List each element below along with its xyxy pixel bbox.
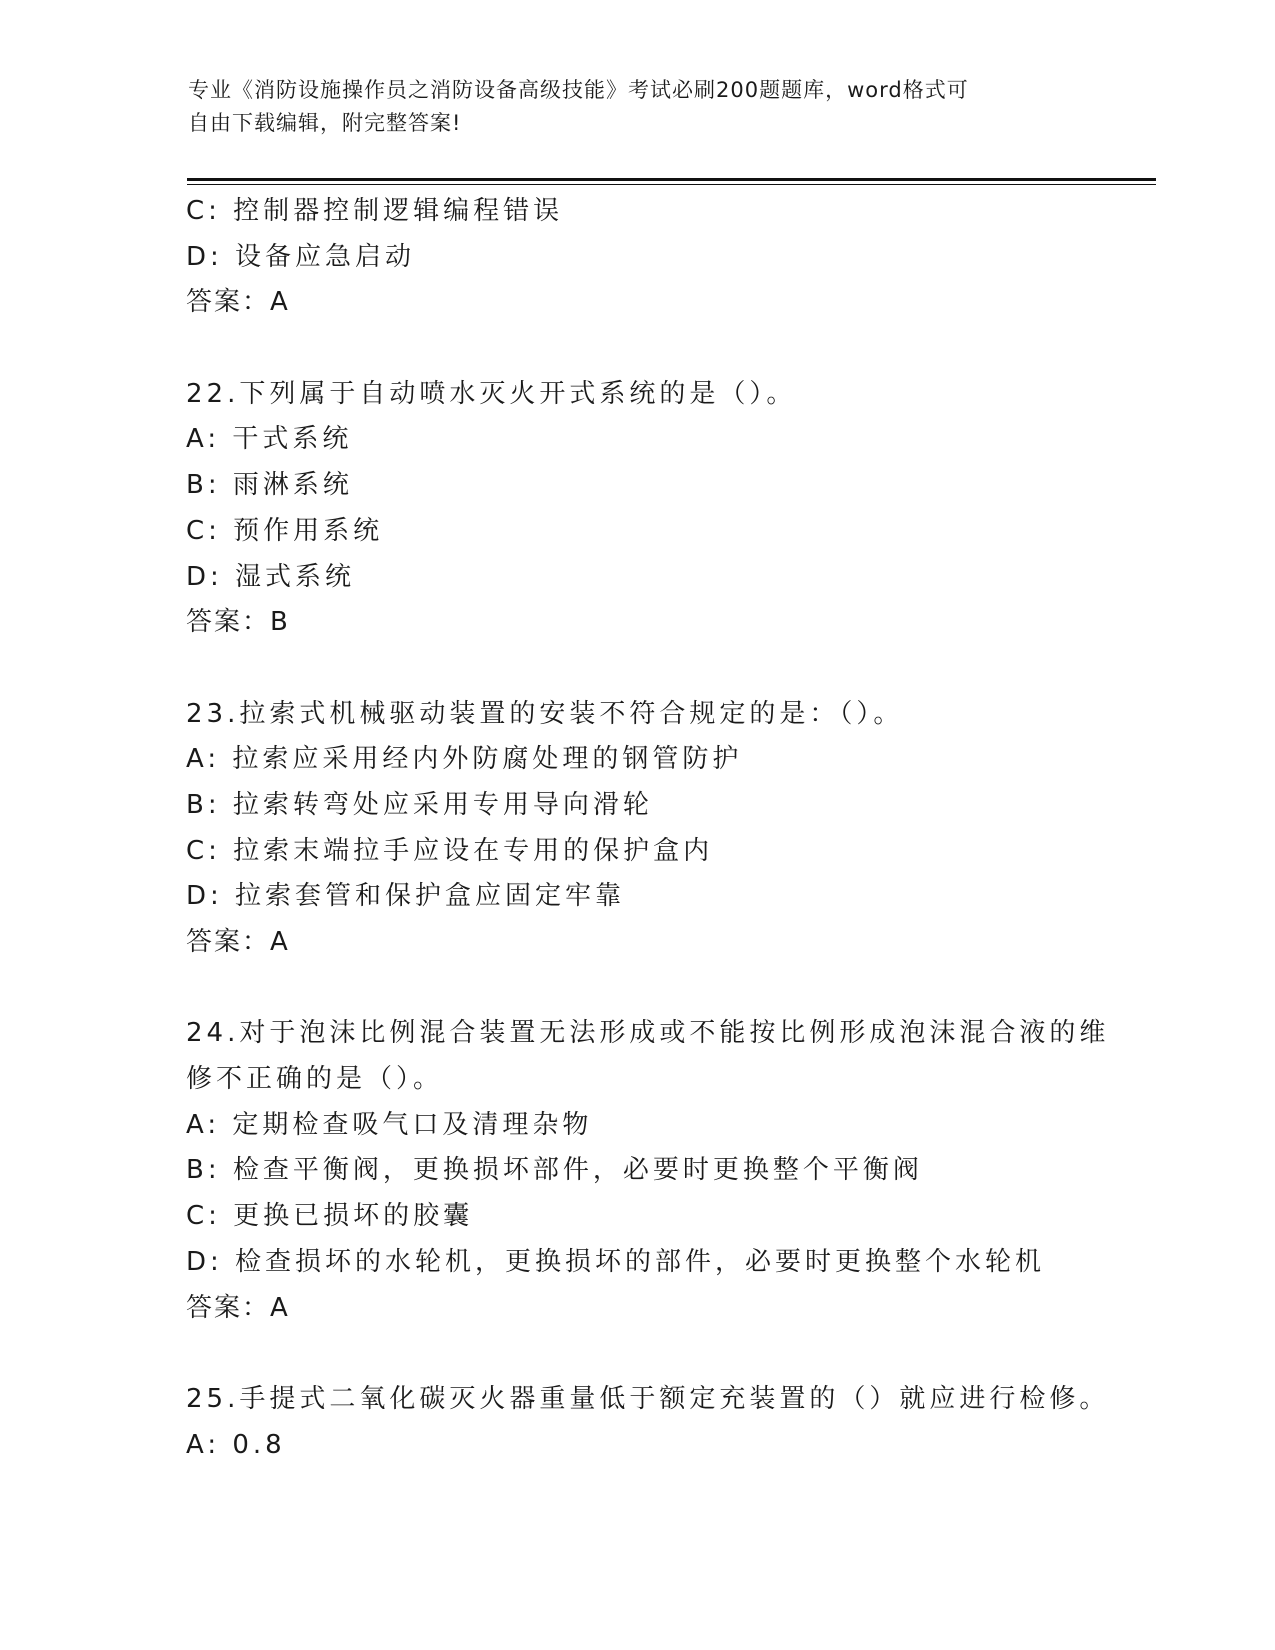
question-23 bbox=[186, 692, 1086, 966]
header-line-2: 自由下载编辑，附完整答案! bbox=[188, 111, 462, 135]
answer-line: 答案：B bbox=[186, 607, 290, 638]
header-divider-thick bbox=[187, 178, 1156, 181]
question-stem: 22.下列属于自动喷水灭火开式系统的是（）。 bbox=[186, 378, 797, 409]
option-a: A: 拉索应采用经内外防腐处理的钢管防护 bbox=[186, 744, 743, 775]
option-a: A: 干式系统 bbox=[186, 424, 353, 455]
spacer bbox=[186, 1331, 1086, 1377]
document-header bbox=[188, 74, 1088, 140]
question-25 bbox=[186, 1377, 1110, 1468]
spacer bbox=[186, 326, 1086, 372]
option-c: C: 更换已损坏的胶囊 bbox=[186, 1201, 474, 1232]
question-21-continued bbox=[186, 189, 1086, 326]
option-b: B: 检查平衡阀，更换损坏部件，必要时更换整个平衡阀 bbox=[186, 1155, 923, 1186]
option-d: D: 设备应急启动 bbox=[186, 241, 416, 272]
spacer bbox=[186, 966, 1086, 1012]
header-divider-thin bbox=[187, 184, 1156, 185]
question-list bbox=[186, 189, 1110, 1468]
question-22 bbox=[186, 372, 1086, 646]
option-d: D: 湿式系统 bbox=[186, 561, 356, 592]
option-c: C: 预作用系统 bbox=[186, 515, 384, 546]
option-c: C: 拉索末端拉手应设在专用的保护盒内 bbox=[186, 835, 714, 866]
option-d: D: 检查损坏的水轮机，更换损坏的部件，必要时更换整个水轮机 bbox=[186, 1246, 1046, 1277]
question-stem-continued: 修不正确的是（）。 bbox=[186, 1064, 444, 1095]
option-b: B: 拉索转弯处应采用专用导向滑轮 bbox=[186, 789, 653, 820]
question-stem: 23.拉索式机械驱动装置的安装不符合规定的是：（）。 bbox=[186, 698, 904, 729]
spacer bbox=[186, 646, 1086, 692]
option-c: C: 控制器控制逻辑编程错误 bbox=[186, 196, 564, 226]
option-a: A: 0.8 bbox=[186, 1429, 286, 1460]
question-stem: 24.对于泡沫比例混合装置无法形成或不能按比例形成泡沫混合液的维 bbox=[186, 1018, 1110, 1049]
question-stem: 25.手提式二氧化碳灭火器重量低于额定充装置的（）就应进行检修。 bbox=[186, 1383, 1110, 1414]
option-b: B: 雨淋系统 bbox=[186, 470, 353, 501]
answer-line: 答案：A bbox=[186, 927, 290, 957]
option-a: A: 定期检查吸气口及清理杂物 bbox=[186, 1109, 593, 1140]
header-line-1: 专业《消防设施操作员之消防设备高级技能》考试必刷200题题库，word格式可 bbox=[188, 78, 969, 102]
question-24 bbox=[186, 1011, 1110, 1331]
answer-line: 答案：A bbox=[186, 1292, 290, 1323]
option-d: D: 拉索套管和保护盒应固定牢靠 bbox=[186, 881, 626, 912]
answer-line: 答案：A bbox=[186, 287, 290, 318]
